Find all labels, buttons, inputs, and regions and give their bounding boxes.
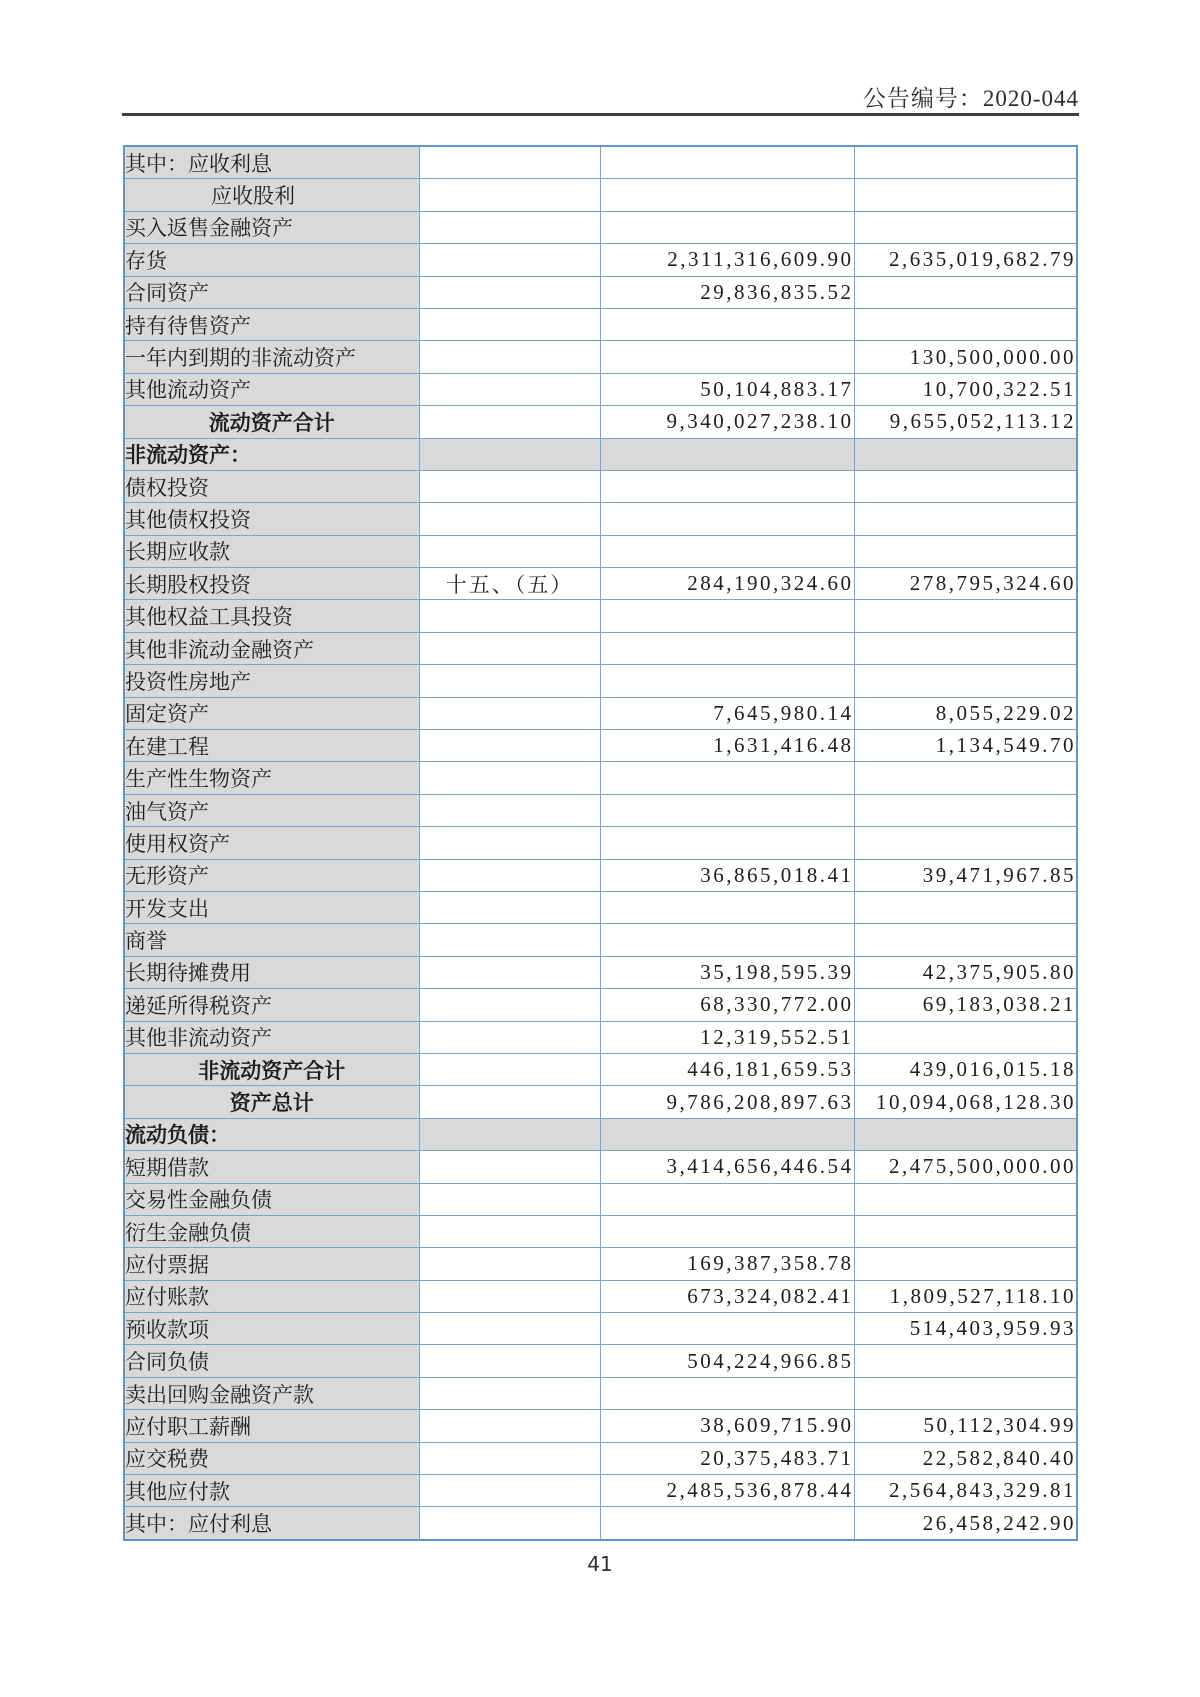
note-cell: [419, 373, 600, 405]
prior-amount-cell: [854, 470, 1077, 502]
note-cell: [419, 989, 600, 1021]
table-row: [124, 600, 1077, 632]
table-row: [124, 1475, 1077, 1507]
item-label-cell: 油气资产: [124, 794, 419, 826]
current-amount-cell: 169,387,358.78: [600, 1248, 854, 1280]
current-amount-cell: [600, 179, 854, 211]
note-cell: [419, 1183, 600, 1215]
item-label-cell: 长期股权投资: [124, 568, 419, 600]
note-cell: [419, 859, 600, 891]
prior-amount-cell: [854, 600, 1077, 632]
table-row: [124, 730, 1077, 762]
note-cell: [419, 956, 600, 988]
prior-amount-cell: [854, 146, 1077, 179]
table-row: [124, 276, 1077, 308]
note-cell: [419, 1377, 600, 1409]
table-row: [124, 568, 1077, 600]
table-row: [124, 211, 1077, 243]
current-amount-cell: [600, 632, 854, 664]
current-amount-cell: [600, 827, 854, 859]
table-row: [124, 697, 1077, 729]
prior-amount-cell: [854, 827, 1077, 859]
current-amount-cell: 12,319,552.51: [600, 1021, 854, 1053]
table-row: [124, 1410, 1077, 1442]
table-row: [124, 762, 1077, 794]
prior-amount-cell: 69,183,038.21: [854, 989, 1077, 1021]
table-row: [124, 438, 1077, 470]
table-row: [124, 179, 1077, 211]
note-cell: [419, 438, 600, 470]
table-row: [124, 1442, 1077, 1474]
table-row: [124, 341, 1077, 373]
current-amount-cell: [600, 1313, 854, 1345]
note-cell: [419, 1248, 600, 1280]
current-amount-cell: 9,340,027,238.10: [600, 406, 854, 438]
prior-amount-cell: 9,655,052,113.12: [854, 406, 1077, 438]
table-row: [124, 1053, 1077, 1085]
note-cell: [419, 1442, 600, 1474]
prior-amount-cell: [854, 762, 1077, 794]
current-amount-cell: 3,414,656,446.54: [600, 1151, 854, 1183]
prior-amount-cell: 22,582,840.40: [854, 1442, 1077, 1474]
table-row: [124, 989, 1077, 1021]
current-amount-cell: 2,311,316,609.90: [600, 244, 854, 276]
current-amount-cell: 35,198,595.39: [600, 956, 854, 988]
item-label-cell: 衍生金融负债: [124, 1215, 419, 1247]
note-cell: [419, 308, 600, 340]
prior-amount-cell: [854, 794, 1077, 826]
note-cell: [419, 470, 600, 502]
balance-sheet-table: [123, 145, 1078, 1541]
item-label-cell: 应付账款: [124, 1280, 419, 1312]
current-amount-cell: [600, 1183, 854, 1215]
table-row: [124, 244, 1077, 276]
note-cell: [419, 827, 600, 859]
table-row: [124, 665, 1077, 697]
note-cell: 十五、（五）: [419, 568, 600, 600]
table-row: [124, 924, 1077, 956]
table-row: [124, 1248, 1077, 1280]
prior-amount-cell: 2,564,843,329.81: [854, 1475, 1077, 1507]
note-cell: [419, 1507, 600, 1540]
table-row: [124, 1345, 1077, 1377]
current-amount-cell: 1,631,416.48: [600, 730, 854, 762]
prior-amount-cell: [854, 1248, 1077, 1280]
item-label-cell: 其他非流动金融资产: [124, 632, 419, 664]
note-cell: [419, 1280, 600, 1312]
prior-amount-cell: [854, 503, 1077, 535]
prior-amount-cell: [854, 1377, 1077, 1409]
current-amount-cell: [600, 211, 854, 243]
table-row: [124, 891, 1077, 923]
prior-amount-cell: 130,500,000.00: [854, 341, 1077, 373]
item-label-cell: 合同资产: [124, 276, 419, 308]
prior-amount-cell: [854, 1021, 1077, 1053]
current-amount-cell: 7,645,980.14: [600, 697, 854, 729]
prior-amount-cell: [854, 438, 1077, 470]
item-label-cell: 生产性生物资产: [124, 762, 419, 794]
table-row: [124, 1313, 1077, 1345]
item-label-cell: 一年内到期的非流动资产: [124, 341, 419, 373]
current-amount-cell: 29,836,835.52: [600, 276, 854, 308]
item-label-cell: 流动资产合计: [124, 406, 419, 438]
note-cell: [419, 1151, 600, 1183]
table-row: [124, 1151, 1077, 1183]
current-amount-cell: [600, 762, 854, 794]
note-cell: [419, 665, 600, 697]
note-cell: [419, 146, 600, 179]
current-amount-cell: 673,324,082.41: [600, 1280, 854, 1312]
prior-amount-cell: [854, 1215, 1077, 1247]
note-cell: [419, 535, 600, 567]
prior-amount-cell: 2,635,019,682.79: [854, 244, 1077, 276]
current-amount-cell: 50,104,883.17: [600, 373, 854, 405]
current-amount-cell: 20,375,483.71: [600, 1442, 854, 1474]
note-cell: [419, 1410, 600, 1442]
note-cell: [419, 632, 600, 664]
prior-amount-cell: 8,055,229.02: [854, 697, 1077, 729]
prior-amount-cell: [854, 179, 1077, 211]
current-amount-cell: 284,190,324.60: [600, 568, 854, 600]
item-label-cell: 其中：应收利息: [124, 146, 419, 179]
note-cell: [419, 341, 600, 373]
item-label-cell: 开发支出: [124, 891, 419, 923]
item-label-cell: 非流动资产合计: [124, 1053, 419, 1085]
prior-amount-cell: 10,700,322.51: [854, 373, 1077, 405]
table-row: [124, 632, 1077, 664]
item-label-cell: 投资性房地产: [124, 665, 419, 697]
prior-amount-cell: 1,809,527,118.10: [854, 1280, 1077, 1312]
item-label-cell: 应收股利: [124, 179, 419, 211]
note-cell: [419, 1086, 600, 1118]
current-amount-cell: 2,485,536,878.44: [600, 1475, 854, 1507]
table-row: [124, 308, 1077, 340]
item-label-cell: 持有待售资产: [124, 308, 419, 340]
prior-amount-cell: 514,403,959.93: [854, 1313, 1077, 1345]
header-rule: [122, 113, 1079, 116]
note-cell: [419, 211, 600, 243]
item-label-cell: 固定资产: [124, 697, 419, 729]
current-amount-cell: [600, 665, 854, 697]
current-amount-cell: [600, 1507, 854, 1540]
item-label-cell: 其他流动资产: [124, 373, 419, 405]
table-row: [124, 1377, 1077, 1409]
prior-amount-cell: [854, 1183, 1077, 1215]
note-cell: [419, 1215, 600, 1247]
note-cell: [419, 1118, 600, 1150]
table-row: [124, 470, 1077, 502]
current-amount-cell: [600, 503, 854, 535]
item-label-cell: 应付票据: [124, 1248, 419, 1280]
note-cell: [419, 503, 600, 535]
table-row: [124, 406, 1077, 438]
table-row: [124, 794, 1077, 826]
current-amount-cell: [600, 470, 854, 502]
page-number: 41: [587, 1552, 613, 1576]
item-label-cell: 无形资产: [124, 859, 419, 891]
item-label-cell: 商誉: [124, 924, 419, 956]
table-row: [124, 1118, 1077, 1150]
table-row: [124, 146, 1077, 179]
note-cell: [419, 1313, 600, 1345]
table-row: [124, 503, 1077, 535]
item-label-cell: 长期待摊费用: [124, 956, 419, 988]
note-cell: [419, 600, 600, 632]
current-amount-cell: 38,609,715.90: [600, 1410, 854, 1442]
current-amount-cell: [600, 1215, 854, 1247]
table-row: [124, 1507, 1077, 1540]
note-cell: [419, 1053, 600, 1085]
item-label-cell: 其他权益工具投资: [124, 600, 419, 632]
current-amount-cell: [600, 891, 854, 923]
table-row: [124, 1215, 1077, 1247]
table-row: [124, 1183, 1077, 1215]
item-label-cell: 合同负债: [124, 1345, 419, 1377]
item-label-cell: 在建工程: [124, 730, 419, 762]
current-amount-cell: [600, 600, 854, 632]
note-cell: [419, 276, 600, 308]
item-label-cell: 预收款项: [124, 1313, 419, 1345]
item-label-cell: 使用权资产: [124, 827, 419, 859]
item-label-cell: 其中：应付利息: [124, 1507, 419, 1540]
prior-amount-cell: [854, 1118, 1077, 1150]
note-cell: [419, 1475, 600, 1507]
prior-amount-cell: [854, 632, 1077, 664]
current-amount-cell: [600, 794, 854, 826]
note-cell: [419, 1345, 600, 1377]
current-amount-cell: 36,865,018.41: [600, 859, 854, 891]
table-row: [124, 1280, 1077, 1312]
table-row: [124, 956, 1077, 988]
note-cell: [419, 697, 600, 729]
prior-amount-cell: [854, 665, 1077, 697]
prior-amount-cell: [854, 276, 1077, 308]
item-label-cell: 其他债权投资: [124, 503, 419, 535]
prior-amount-cell: [854, 1345, 1077, 1377]
prior-amount-cell: [854, 535, 1077, 567]
prior-amount-cell: [854, 308, 1077, 340]
prior-amount-cell: 1,134,549.70: [854, 730, 1077, 762]
note-cell: [419, 730, 600, 762]
note-cell: [419, 179, 600, 211]
note-cell: [419, 406, 600, 438]
table-row: [124, 1086, 1077, 1118]
note-cell: [419, 924, 600, 956]
current-amount-cell: [600, 438, 854, 470]
item-label-cell: 其他非流动资产: [124, 1021, 419, 1053]
current-amount-cell: [600, 1118, 854, 1150]
prior-amount-cell: 39,471,967.85: [854, 859, 1077, 891]
prior-amount-cell: 42,375,905.80: [854, 956, 1077, 988]
item-label-cell: 卖出回购金融资产款: [124, 1377, 419, 1409]
current-amount-cell: [600, 924, 854, 956]
item-label-cell: 流动负债：: [124, 1118, 419, 1150]
current-amount-cell: 504,224,966.85: [600, 1345, 854, 1377]
current-amount-cell: [600, 146, 854, 179]
table-row: [124, 1021, 1077, 1053]
item-label-cell: 其他应付款: [124, 1475, 419, 1507]
current-amount-cell: [600, 308, 854, 340]
note-cell: [419, 762, 600, 794]
item-label-cell: 资产总计: [124, 1086, 419, 1118]
prior-amount-cell: [854, 924, 1077, 956]
note-cell: [419, 244, 600, 276]
item-label-cell: 短期借款: [124, 1151, 419, 1183]
prior-amount-cell: 439,016,015.18: [854, 1053, 1077, 1085]
item-label-cell: 应付职工薪酬: [124, 1410, 419, 1442]
prior-amount-cell: 10,094,068,128.30: [854, 1086, 1077, 1118]
item-label-cell: 债权投资: [124, 470, 419, 502]
prior-amount-cell: 278,795,324.60: [854, 568, 1077, 600]
current-amount-cell: 446,181,659.53: [600, 1053, 854, 1085]
item-label-cell: 长期应收款: [124, 535, 419, 567]
table-row: [124, 373, 1077, 405]
item-label-cell: 交易性金融负债: [124, 1183, 419, 1215]
note-cell: [419, 794, 600, 826]
table-row: [124, 535, 1077, 567]
item-label-cell: 存货: [124, 244, 419, 276]
current-amount-cell: [600, 1377, 854, 1409]
table-row: [124, 827, 1077, 859]
current-amount-cell: [600, 535, 854, 567]
item-label-cell: 买入返售金融资产: [124, 211, 419, 243]
announcement-number: 公告编号：2020-044: [862, 86, 1079, 111]
prior-amount-cell: [854, 211, 1077, 243]
item-label-cell: 应交税费: [124, 1442, 419, 1474]
prior-amount-cell: 2,475,500,000.00: [854, 1151, 1077, 1183]
current-amount-cell: 9,786,208,897.63: [600, 1086, 854, 1118]
prior-amount-cell: 50,112,304.99: [854, 1410, 1077, 1442]
item-label-cell: 递延所得税资产: [124, 989, 419, 1021]
current-amount-cell: 68,330,772.00: [600, 989, 854, 1021]
note-cell: [419, 891, 600, 923]
item-label-cell: 非流动资产：: [124, 438, 419, 470]
prior-amount-cell: [854, 891, 1077, 923]
current-amount-cell: [600, 341, 854, 373]
note-cell: [419, 1021, 600, 1053]
prior-amount-cell: 26,458,242.90: [854, 1507, 1077, 1540]
table-row: [124, 859, 1077, 891]
